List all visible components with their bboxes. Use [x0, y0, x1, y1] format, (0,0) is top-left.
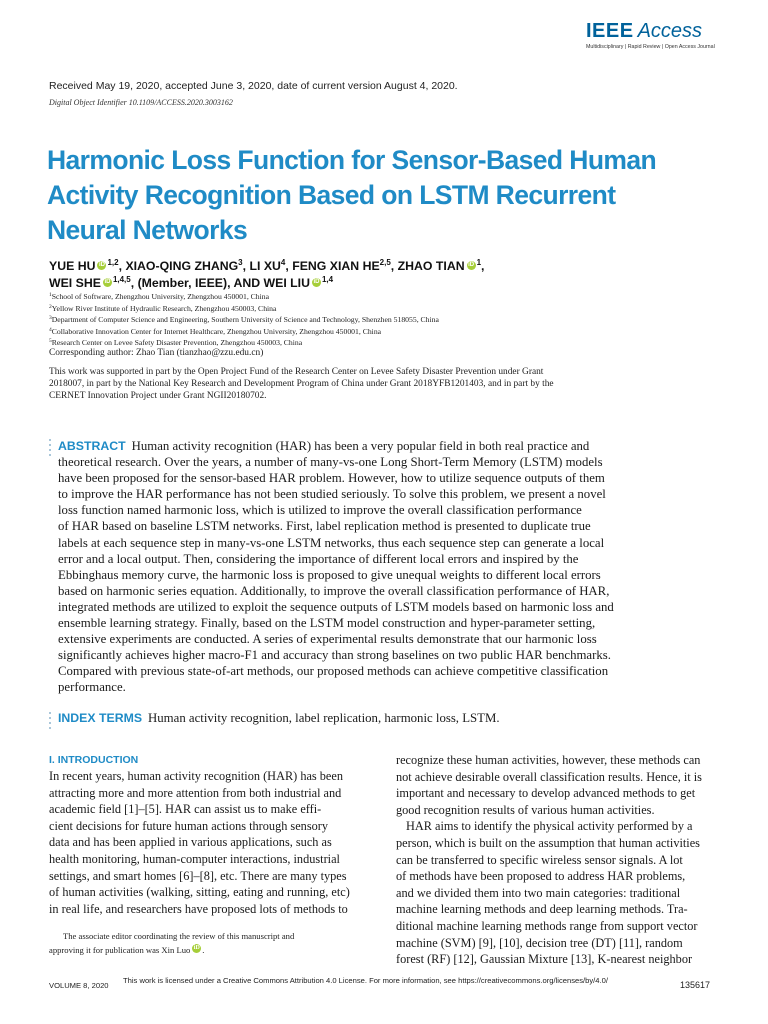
orcid-icon[interactable]: iD	[313, 279, 320, 285]
body-line: HAR aims to identify the physical activity performed by a	[406, 819, 693, 834]
author-line	[49, 275, 729, 292]
paper-title	[47, 143, 657, 248]
funding-line: This work was supported in part by the Open Project Fund of the Research Center on Levee Safety Disaster Prevention under Grant	[49, 367, 544, 377]
index-terms-text: Human activity recognition, label replication, harmonic loss, LSTM.	[148, 711, 500, 725]
abstract-line: extensive experiments are conducted. A series of experimental results demonstrate that our harmonic loss	[58, 632, 597, 647]
abstract	[58, 438, 628, 696]
body-line: of methods have been proposed to address HAR problems,	[396, 869, 686, 884]
body-line: machine learning methods and deep learning methods. Tra-	[396, 902, 688, 917]
corresponding-author: Corresponding author: Zhao Tian (tianzhao@zzu.edu.cn)	[49, 348, 264, 358]
body-line: data and has been applied in various applications, such as	[49, 835, 332, 850]
body-line: health monitoring, human-computer interactions, industrial	[49, 851, 340, 866]
editor-footnote	[49, 929, 371, 957]
body-line: In recent years, human activity recognition (HAR) has been	[49, 769, 343, 783]
author-separator: ,	[390, 259, 398, 273]
body-line: person, which is built on the assumption that human activities	[396, 835, 700, 850]
footer-page-number: 135617	[680, 980, 711, 990]
abstract-line: based on harmonic series equation. Additionally, to improve the overall classification performance of HAR,	[58, 583, 610, 598]
abstract-line: Ebbinghaus memory curve, the harmonic loss is proposed to give unequal weights to different local errors	[58, 567, 601, 582]
body-line: in real life, and researchers have proposed lots of methods to	[49, 901, 348, 916]
abstract-dots-icon	[49, 439, 52, 459]
funding-line: CERNET Innovation Project under Grant NGII20180702.	[49, 391, 267, 401]
affiliation: $^1$School of Software, Zhengzhou University, Zhengzhou 450001, China	[49, 292, 270, 301]
orcid-icon[interactable]: iD	[98, 262, 105, 268]
author-separator: , (Member, IEEE), AND	[130, 276, 264, 290]
author-affiliation-marker: 3	[238, 258, 243, 267]
footer-license: This work is licensed under a Creative Commons Attribution 4.0 License. For more information, see https://creativecommons.org/licenses/by/4.0/	[123, 976, 608, 985]
affiliation: $^4$Collaborative Innovation Center for Internet Healthcare, Zhengzhou University, Zhengzhou 450001, China	[49, 326, 382, 336]
author-separator: ,	[242, 259, 250, 273]
author-affiliation-marker: 4	[280, 258, 286, 267]
index-terms-label: INDEX TERMS	[58, 711, 143, 725]
author-name: ZHAO TIAN	[397, 259, 465, 273]
funding-line: 2018007, in part by the National Key Research and Development Program of China under Grant 2018YFB1201403, and in part by the	[49, 379, 554, 389]
funding-statement	[49, 366, 615, 402]
abstract-line: Compared with previous state-of-art methods, our proposed methods can achieve competitive classification	[58, 664, 609, 679]
body-line: machine (SVM) [9], [10], decision tree (DT) [11], random	[396, 935, 683, 950]
doi: Digital Object Identifier 10.1109/ACCESS.2020.3003162	[49, 98, 233, 107]
affiliation: $^2$Yellow River Institute of Hydraulic Research, Zhengzhou 450003, China	[49, 303, 277, 313]
author-affiliation-marker: 1,4	[321, 275, 334, 284]
journal-brand: IEEE	[586, 20, 634, 42]
footnote-line: The associate editor coordinating the review of this manuscript and	[63, 931, 295, 941]
author-name: XIAO-QING ZHANG	[125, 259, 239, 273]
footer-volume: VOLUME 8, 2020	[49, 981, 109, 990]
body-line: can be transferred to specific wireless sensor signals. A lot	[396, 852, 683, 867]
author-affiliation-marker: 2,5	[379, 258, 391, 267]
abstract-line: significantly achieves higher macro-F1 and accuracy than strong baselines on two public HAR benchmarks.	[58, 648, 611, 663]
body-line: ditional machine learning methods range from support vector	[396, 918, 698, 933]
author-name: FENG XIAN HE	[292, 259, 380, 273]
author-affiliation-marker: 1	[476, 258, 482, 267]
body-line: academic field [1]–[5]. HAR can assist us to make effi-	[49, 802, 322, 817]
abstract-line: loss function named harmonic loss, which is utilized to improve the overall classification performance	[58, 503, 582, 518]
author-name: WEI SHE	[49, 276, 101, 290]
orcid-icon[interactable]: iD	[193, 945, 200, 951]
body-line: not achieve desirable overall classification results. Hence, it is	[396, 769, 702, 784]
body-line: settings, and smart homes [6]–[8], etc. There are many types	[49, 868, 347, 883]
journal-tagline: Multidisciplinary | Rapid Review | Open Access Journal	[586, 44, 715, 50]
abstract-label: ABSTRACT	[58, 439, 126, 453]
body-line: of human activities (walking, sitting, eating and running, etc)	[49, 885, 350, 900]
received-dates: Received May 19, 2020, accepted June 3, 2020, date of current version August 4, 2020.	[49, 80, 458, 92]
author-affiliation-marker: 1,2	[107, 258, 119, 267]
abstract-line: error and a local output. Then, considering the importance of different local errors and inspired by the	[58, 551, 579, 566]
abstract-line: to improve the HAR performance has not been studied seriously. To solve this problem, we present a novel	[58, 487, 606, 502]
orcid-icon[interactable]: iD	[104, 279, 111, 285]
body-line: forest (RF) [12], Gaussian Mixture [13], K-nearest neighbor	[396, 952, 693, 967]
abstract-line: ABSTRACT Human activity recognition (HAR) has been a very popular field in both real practice and	[58, 439, 590, 453]
body-line: recognize these human activities, however, these methods can	[396, 753, 701, 767]
body-line: important and necessary to develop advanced methods to get	[396, 786, 696, 801]
abstract-line: ensemble learning strategy. Finally, based on the LSTM model construction and hyper-parameter setting,	[58, 616, 596, 631]
journal-logo	[586, 20, 716, 50]
index-terms-dots-icon	[49, 712, 52, 732]
author-separator: ,	[481, 259, 485, 273]
footnote-line: approving it for publication was Xin Luo iD .	[49, 945, 205, 955]
title-line: Neural Networks	[47, 215, 248, 245]
body-line: and we divided them into two main categories: traditional	[396, 885, 681, 900]
affiliation: $^5$Research Center on Levee Safety Disaster Prevention, Zhengzhou 450003, China	[49, 338, 303, 347]
author-name: WEI LIU	[263, 276, 310, 290]
abstract-line: of HAR based on baseline LSTM networks. First, label replication method is presented to duplicate true	[58, 519, 591, 534]
abstract-line: have been proposed for the sensor-based HAR problem. However, how to utilize sequence outputs of them	[58, 471, 605, 486]
author-list	[49, 258, 729, 292]
abstract-line: integrated methods are utilized to exploit the sequence outputs of LSTM models based on harmonic loss and	[58, 599, 614, 614]
author-affiliation-marker: 1,4,5	[112, 275, 131, 284]
author-line	[49, 258, 729, 275]
abstract-line: theoretical research. Over the years, a number of many-vs-one Long Short-Term Memory (LSTM) models	[58, 455, 603, 470]
journal-name: Access	[637, 20, 703, 42]
body-column-right	[396, 752, 719, 968]
author-separator: ,	[118, 259, 126, 273]
abstract-line: performance.	[58, 680, 126, 695]
orcid-icon[interactable]: iD	[468, 262, 475, 268]
body-line: cient decisions for future human actions through sensory	[49, 818, 329, 833]
body-line: attracting more and more attention from both industrial and	[49, 785, 342, 800]
section-heading-introduction: I. INTRODUCTION	[49, 754, 139, 766]
title-line: Activity Recognition Based on LSTM Recurrent	[47, 180, 616, 210]
abstract-line: labels at each sequence step in many-vs-one LSTM networks, thus each sequence step can generate a local	[58, 535, 605, 550]
title-line: Harmonic Loss Function for Sensor-Based Human	[47, 145, 657, 175]
affiliation: $^3$Department of Computer Science and Engineering, Southern University of Science and Technology, Shenzhen 518055, China	[49, 315, 439, 324]
body-column-left	[49, 768, 371, 917]
body-line: good recognition results of various human activities.	[396, 802, 655, 817]
index-terms	[58, 711, 500, 726]
affiliations	[49, 291, 439, 349]
author-name: LI XU	[249, 259, 281, 273]
author-separator: ,	[285, 259, 293, 273]
author-name: YUE HU	[49, 259, 96, 273]
